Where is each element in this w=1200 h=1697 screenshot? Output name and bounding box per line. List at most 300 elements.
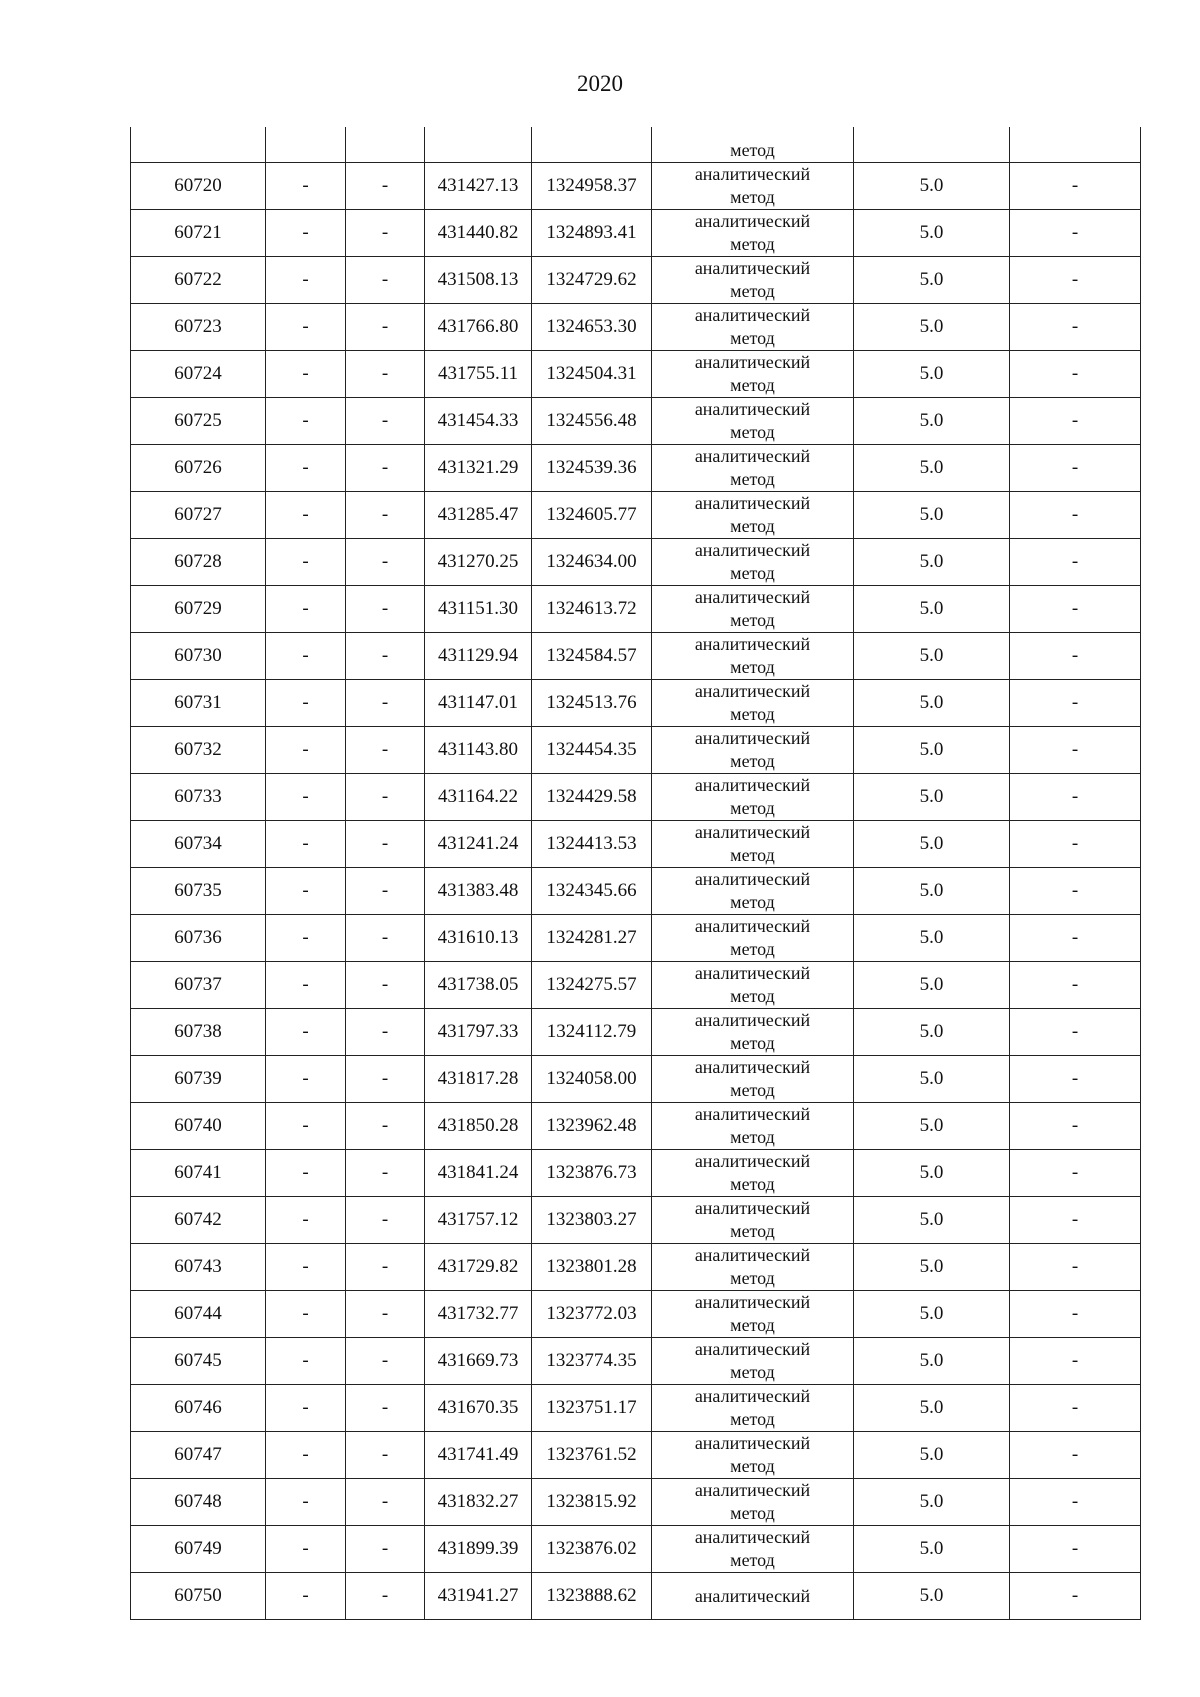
cell-method bbox=[652, 915, 854, 962]
cell-y: 1324112.79 bbox=[532, 1009, 652, 1056]
method-line-2: метод bbox=[730, 469, 775, 489]
method-line-2: метод bbox=[730, 422, 775, 442]
cell-y: 1323876.73 bbox=[532, 1150, 652, 1197]
cell-y: 1323803.27 bbox=[532, 1197, 652, 1244]
cell-accuracy: 5.0 bbox=[854, 915, 1010, 962]
cell-col3: - bbox=[346, 868, 425, 915]
cell-col2: - bbox=[266, 633, 346, 680]
cell-accuracy: 5.0 bbox=[854, 445, 1010, 492]
cell-col3: - bbox=[346, 492, 425, 539]
cell-col2: - bbox=[266, 492, 346, 539]
cell-x: 431729.82 bbox=[425, 1244, 532, 1291]
cell-id bbox=[131, 127, 266, 163]
cell-col2: - bbox=[266, 1573, 346, 1620]
cell-x: 431440.82 bbox=[425, 210, 532, 257]
cell-y: 1324584.57 bbox=[532, 633, 652, 680]
cell-col8: - bbox=[1010, 1009, 1141, 1056]
cell-accuracy: 5.0 bbox=[854, 1197, 1010, 1244]
cell-col2: - bbox=[266, 304, 346, 351]
cell-col2: - bbox=[266, 163, 346, 210]
method-line-2: метод bbox=[730, 1550, 775, 1570]
cell-method bbox=[652, 1244, 854, 1291]
method-line-1: аналитический bbox=[694, 1292, 811, 1312]
cell-col3: - bbox=[346, 163, 425, 210]
cell-col3: - bbox=[346, 351, 425, 398]
cell-y: 1324556.48 bbox=[532, 398, 652, 445]
cell-id: 60730 bbox=[131, 633, 266, 680]
cell-col2: - bbox=[266, 1479, 346, 1526]
cell-id: 60735 bbox=[131, 868, 266, 915]
cell-method bbox=[652, 1573, 854, 1620]
cell-method bbox=[652, 351, 854, 398]
method-line-2: метод bbox=[730, 1503, 775, 1523]
cell-y: 1324539.36 bbox=[532, 445, 652, 492]
cell-method bbox=[652, 1291, 854, 1338]
cell-id: 60746 bbox=[131, 1385, 266, 1432]
cell-accuracy: 5.0 bbox=[854, 1338, 1010, 1385]
cell-col8: - bbox=[1010, 445, 1141, 492]
cell-id: 60723 bbox=[131, 304, 266, 351]
method-line-2: метод bbox=[730, 939, 775, 959]
cell-col2: - bbox=[266, 1103, 346, 1150]
cell-y: 1324504.31 bbox=[532, 351, 652, 398]
cell-method bbox=[652, 257, 854, 304]
cell-accuracy: 5.0 bbox=[854, 351, 1010, 398]
cell-y: 1323876.02 bbox=[532, 1526, 652, 1573]
cell-accuracy: 5.0 bbox=[854, 1009, 1010, 1056]
method-line-1: аналитический bbox=[694, 587, 811, 607]
cell-y: 1324958.37 bbox=[532, 163, 652, 210]
cell-y: 1323761.52 bbox=[532, 1432, 652, 1479]
cell-col3: - bbox=[346, 398, 425, 445]
cell-id: 60741 bbox=[131, 1150, 266, 1197]
cell-col3: - bbox=[346, 1150, 425, 1197]
method-line-2: метод bbox=[730, 798, 775, 818]
cell-col3: - bbox=[346, 304, 425, 351]
cell-col3: - bbox=[346, 821, 425, 868]
table-row bbox=[131, 539, 1141, 586]
cell-col8: - bbox=[1010, 1056, 1141, 1103]
cell-accuracy: 5.0 bbox=[854, 257, 1010, 304]
cell-accuracy: 5.0 bbox=[854, 1526, 1010, 1573]
cell-accuracy: 5.0 bbox=[854, 727, 1010, 774]
cell-accuracy: 5.0 bbox=[854, 633, 1010, 680]
method-line-2: метод bbox=[730, 1315, 775, 1335]
cell-method bbox=[652, 1103, 854, 1150]
cell-y: 1324513.76 bbox=[532, 680, 652, 727]
cell-col8: - bbox=[1010, 304, 1141, 351]
cell-col8: - bbox=[1010, 727, 1141, 774]
cell-col3: - bbox=[346, 539, 425, 586]
method-line-1: аналитический bbox=[694, 869, 811, 889]
cell-col2: - bbox=[266, 445, 346, 492]
cell-col3: - bbox=[346, 1244, 425, 1291]
cell-x: 431850.28 bbox=[425, 1103, 532, 1150]
cell-x bbox=[425, 127, 532, 163]
cell-y: 1324345.66 bbox=[532, 868, 652, 915]
table-row bbox=[131, 1103, 1141, 1150]
cell-method bbox=[652, 1479, 854, 1526]
cell-x: 431241.24 bbox=[425, 821, 532, 868]
cell-col3: - bbox=[346, 1573, 425, 1620]
cell-x: 431841.24 bbox=[425, 1150, 532, 1197]
table-row bbox=[131, 1385, 1141, 1432]
method-line-2: метод bbox=[730, 610, 775, 630]
cell-id: 60742 bbox=[131, 1197, 266, 1244]
method-line-1: аналитический bbox=[694, 164, 811, 184]
cell-accuracy: 5.0 bbox=[854, 1479, 1010, 1526]
cell-col2: - bbox=[266, 1385, 346, 1432]
method-line-1: аналитический bbox=[694, 916, 811, 936]
cell-id: 60727 bbox=[131, 492, 266, 539]
cell-col8 bbox=[1010, 127, 1141, 163]
table-row bbox=[131, 1479, 1141, 1526]
cell-accuracy: 5.0 bbox=[854, 1150, 1010, 1197]
cell-id: 60729 bbox=[131, 586, 266, 633]
cell-y: 1323774.35 bbox=[532, 1338, 652, 1385]
cell-id: 60747 bbox=[131, 1432, 266, 1479]
cell-id: 60733 bbox=[131, 774, 266, 821]
table-row bbox=[131, 257, 1141, 304]
cell-col2: - bbox=[266, 868, 346, 915]
cell-col2: - bbox=[266, 1009, 346, 1056]
cell-col2: - bbox=[266, 1526, 346, 1573]
cell-method bbox=[652, 586, 854, 633]
method-line-1: аналитический bbox=[694, 493, 811, 513]
cell-col3 bbox=[346, 127, 425, 163]
method-line-1: аналитический bbox=[694, 305, 811, 325]
cell-x: 431143.80 bbox=[425, 727, 532, 774]
cell-y: 1324275.57 bbox=[532, 962, 652, 1009]
cell-col2: - bbox=[266, 1197, 346, 1244]
cell-method bbox=[652, 633, 854, 680]
cell-col3: - bbox=[346, 1103, 425, 1150]
cell-col8: - bbox=[1010, 1197, 1141, 1244]
cell-col3: - bbox=[346, 257, 425, 304]
cell-col3: - bbox=[346, 1197, 425, 1244]
method-line-2: метод bbox=[730, 845, 775, 865]
cell-id: 60743 bbox=[131, 1244, 266, 1291]
method-line-1: аналитический bbox=[694, 446, 811, 466]
cell-method bbox=[652, 163, 854, 210]
cell-id: 60739 bbox=[131, 1056, 266, 1103]
cell-col2: - bbox=[266, 915, 346, 962]
cell-id: 60744 bbox=[131, 1291, 266, 1338]
cell-col3: - bbox=[346, 727, 425, 774]
cell-col2: - bbox=[266, 1150, 346, 1197]
table-row bbox=[131, 1291, 1141, 1338]
cell-col3: - bbox=[346, 680, 425, 727]
method-line-1: аналитический bbox=[694, 258, 811, 278]
cell-id: 60737 bbox=[131, 962, 266, 1009]
cell-col8: - bbox=[1010, 633, 1141, 680]
cell-accuracy: 5.0 bbox=[854, 163, 1010, 210]
table-row bbox=[131, 962, 1141, 1009]
cell-x: 431610.13 bbox=[425, 915, 532, 962]
cell-col8: - bbox=[1010, 868, 1141, 915]
cell-accuracy: 5.0 bbox=[854, 210, 1010, 257]
table-row bbox=[131, 1526, 1141, 1573]
cell-id: 60728 bbox=[131, 539, 266, 586]
method-line-1: аналитический bbox=[694, 211, 811, 231]
cell-col8: - bbox=[1010, 1150, 1141, 1197]
method-line-2: метод bbox=[730, 563, 775, 583]
cell-method bbox=[652, 210, 854, 257]
method-line-1: аналитический bbox=[694, 1151, 811, 1171]
cell-x: 431164.22 bbox=[425, 774, 532, 821]
cell-col8: - bbox=[1010, 1573, 1141, 1620]
cell-accuracy bbox=[854, 127, 1010, 163]
cell-col2: - bbox=[266, 1432, 346, 1479]
method-line-1: аналитический bbox=[694, 399, 811, 419]
cell-method bbox=[652, 962, 854, 1009]
cell-col2: - bbox=[266, 210, 346, 257]
method-line-2: метод bbox=[730, 1221, 775, 1241]
cell-col8: - bbox=[1010, 680, 1141, 727]
cell-col2: - bbox=[266, 351, 346, 398]
cell-id: 60750 bbox=[131, 1573, 266, 1620]
method-line-1: аналитический bbox=[694, 1585, 811, 1606]
method-line-1: аналитический bbox=[694, 1010, 811, 1030]
cell-method bbox=[652, 774, 854, 821]
cell-col8: - bbox=[1010, 774, 1141, 821]
cell-x: 431383.48 bbox=[425, 868, 532, 915]
cell-col8: - bbox=[1010, 1291, 1141, 1338]
cell-accuracy: 5.0 bbox=[854, 492, 1010, 539]
method-line-2: метод bbox=[730, 751, 775, 771]
table-row bbox=[131, 1197, 1141, 1244]
method-line-2: метод bbox=[730, 375, 775, 395]
cell-id: 60736 bbox=[131, 915, 266, 962]
table-row bbox=[131, 163, 1141, 210]
method-line-2: метод bbox=[730, 1080, 775, 1100]
table-row bbox=[131, 774, 1141, 821]
cell-id: 60720 bbox=[131, 163, 266, 210]
cell-y: 1324429.58 bbox=[532, 774, 652, 821]
method-line-2: метод bbox=[730, 1033, 775, 1053]
method-line-2: метод bbox=[730, 986, 775, 1006]
cell-col3: - bbox=[346, 1385, 425, 1432]
method-line-1: аналитический bbox=[694, 1433, 811, 1453]
cell-y: 1323888.62 bbox=[532, 1573, 652, 1620]
coordinates-table bbox=[130, 127, 1141, 1620]
cell-y: 1324281.27 bbox=[532, 915, 652, 962]
table-row bbox=[131, 351, 1141, 398]
cell-col8: - bbox=[1010, 821, 1141, 868]
cell-y: 1323751.17 bbox=[532, 1385, 652, 1432]
cell-col2: - bbox=[266, 1244, 346, 1291]
cell-method bbox=[652, 1385, 854, 1432]
method-line-2: метод bbox=[730, 516, 775, 536]
table-row bbox=[131, 492, 1141, 539]
cell-id: 60738 bbox=[131, 1009, 266, 1056]
cell-col3: - bbox=[346, 1291, 425, 1338]
table-row bbox=[131, 633, 1141, 680]
method-line-1: аналитический bbox=[694, 681, 811, 701]
cell-col3: - bbox=[346, 633, 425, 680]
cell-col8: - bbox=[1010, 1432, 1141, 1479]
cell-method bbox=[652, 304, 854, 351]
cell-x: 431321.29 bbox=[425, 445, 532, 492]
cell-accuracy: 5.0 bbox=[854, 1385, 1010, 1432]
cell-y: 1324605.77 bbox=[532, 492, 652, 539]
table-body bbox=[131, 127, 1141, 1620]
method-line-2: метод bbox=[730, 234, 775, 254]
cell-y: 1324729.62 bbox=[532, 257, 652, 304]
cell-col3: - bbox=[346, 1432, 425, 1479]
cell-x: 431941.27 bbox=[425, 1573, 532, 1620]
cell-x: 431832.27 bbox=[425, 1479, 532, 1526]
cell-x: 431741.49 bbox=[425, 1432, 532, 1479]
method-line-1: аналитический bbox=[694, 1057, 811, 1077]
cell-x: 431454.33 bbox=[425, 398, 532, 445]
cell-col3: - bbox=[346, 915, 425, 962]
continuation-row bbox=[131, 127, 1141, 163]
cell-x: 431129.94 bbox=[425, 633, 532, 680]
cell-col8: - bbox=[1010, 163, 1141, 210]
cell-accuracy: 5.0 bbox=[854, 1103, 1010, 1150]
method-line-1: аналитический bbox=[694, 963, 811, 983]
method-line-1: аналитический bbox=[694, 1480, 811, 1500]
cell-col3: - bbox=[346, 586, 425, 633]
cell-col8: - bbox=[1010, 1479, 1141, 1526]
cell-col2: - bbox=[266, 539, 346, 586]
cell-col8: - bbox=[1010, 1244, 1141, 1291]
cell-col8: - bbox=[1010, 1338, 1141, 1385]
cell-accuracy: 5.0 bbox=[854, 868, 1010, 915]
method-line-1: аналитический bbox=[694, 540, 811, 560]
cell-x: 431797.33 bbox=[425, 1009, 532, 1056]
cell-col8: - bbox=[1010, 1103, 1141, 1150]
cell-x: 431755.11 bbox=[425, 351, 532, 398]
table-row bbox=[131, 398, 1141, 445]
cell-method bbox=[652, 445, 854, 492]
cell-accuracy: 5.0 bbox=[854, 398, 1010, 445]
cell-col2: - bbox=[266, 1338, 346, 1385]
cell-col8: - bbox=[1010, 962, 1141, 1009]
cell-id: 60722 bbox=[131, 257, 266, 304]
table-row bbox=[131, 821, 1141, 868]
method-line-2: метод bbox=[730, 1127, 775, 1147]
cell-col8: - bbox=[1010, 210, 1141, 257]
cell-col3: - bbox=[346, 210, 425, 257]
method-line-1: аналитический bbox=[694, 634, 811, 654]
method-line-2: метод bbox=[730, 1362, 775, 1382]
cell-col2 bbox=[266, 127, 346, 163]
cell-method: метод bbox=[652, 127, 854, 163]
table-row bbox=[131, 445, 1141, 492]
method-line-2: метод bbox=[730, 328, 775, 348]
cell-col3: - bbox=[346, 1479, 425, 1526]
cell-accuracy: 5.0 bbox=[854, 1573, 1010, 1620]
method-line-1: аналитический bbox=[694, 1198, 811, 1218]
cell-id: 60734 bbox=[131, 821, 266, 868]
cell-col8: - bbox=[1010, 539, 1141, 586]
cell-col3: - bbox=[346, 774, 425, 821]
cell-accuracy: 5.0 bbox=[854, 586, 1010, 633]
cell-col3: - bbox=[346, 1056, 425, 1103]
cell-col8: - bbox=[1010, 915, 1141, 962]
cell-x: 431766.80 bbox=[425, 304, 532, 351]
table-row bbox=[131, 1056, 1141, 1103]
cell-x: 431899.39 bbox=[425, 1526, 532, 1573]
cell-y: 1324413.53 bbox=[532, 821, 652, 868]
method-line-1: аналитический bbox=[694, 1245, 811, 1265]
cell-x: 431427.13 bbox=[425, 163, 532, 210]
cell-x: 431147.01 bbox=[425, 680, 532, 727]
table-row bbox=[131, 680, 1141, 727]
cell-method bbox=[652, 821, 854, 868]
cell-col8: - bbox=[1010, 351, 1141, 398]
table-row bbox=[131, 727, 1141, 774]
cell-col3: - bbox=[346, 1526, 425, 1573]
cell-accuracy: 5.0 bbox=[854, 680, 1010, 727]
table-row bbox=[131, 1244, 1141, 1291]
method-line-1: аналитический bbox=[694, 1104, 811, 1124]
cell-method bbox=[652, 1150, 854, 1197]
table-row bbox=[131, 304, 1141, 351]
cell-y: 1324634.00 bbox=[532, 539, 652, 586]
cell-y: 1323801.28 bbox=[532, 1244, 652, 1291]
method-line-2: метод bbox=[730, 187, 775, 207]
cell-method bbox=[652, 1056, 854, 1103]
method-line-2: метод bbox=[730, 1174, 775, 1194]
cell-col3: - bbox=[346, 1009, 425, 1056]
method-line-1: аналитический bbox=[694, 352, 811, 372]
cell-col2: - bbox=[266, 1291, 346, 1338]
cell-accuracy: 5.0 bbox=[854, 1432, 1010, 1479]
cell-method bbox=[652, 1526, 854, 1573]
cell-x: 431738.05 bbox=[425, 962, 532, 1009]
table-row bbox=[131, 586, 1141, 633]
cell-col2: - bbox=[266, 398, 346, 445]
cell-id: 60724 bbox=[131, 351, 266, 398]
cell-col8: - bbox=[1010, 1526, 1141, 1573]
cell-x: 431817.28 bbox=[425, 1056, 532, 1103]
cell-y bbox=[532, 127, 652, 163]
table-row bbox=[131, 1338, 1141, 1385]
cell-col2: - bbox=[266, 727, 346, 774]
cell-method bbox=[652, 727, 854, 774]
cell-col2: - bbox=[266, 962, 346, 1009]
cell-col8: - bbox=[1010, 586, 1141, 633]
cell-id: 60731 bbox=[131, 680, 266, 727]
cell-x: 431285.47 bbox=[425, 492, 532, 539]
cell-col3: - bbox=[346, 1338, 425, 1385]
cell-method bbox=[652, 1009, 854, 1056]
cell-col2: - bbox=[266, 586, 346, 633]
method-line-1: аналитический bbox=[694, 775, 811, 795]
cell-id: 60726 bbox=[131, 445, 266, 492]
method-line-2: метод bbox=[730, 1409, 775, 1429]
cell-col3: - bbox=[346, 962, 425, 1009]
table-row bbox=[131, 210, 1141, 257]
cell-y: 1324613.72 bbox=[532, 586, 652, 633]
cell-col8: - bbox=[1010, 398, 1141, 445]
cell-x: 431669.73 bbox=[425, 1338, 532, 1385]
cell-accuracy: 5.0 bbox=[854, 304, 1010, 351]
cell-col2: - bbox=[266, 821, 346, 868]
cell-accuracy: 5.0 bbox=[854, 962, 1010, 1009]
cell-accuracy: 5.0 bbox=[854, 821, 1010, 868]
method-line-2: метод bbox=[730, 704, 775, 724]
cell-id: 60745 bbox=[131, 1338, 266, 1385]
cell-x: 431508.13 bbox=[425, 257, 532, 304]
cell-y: 1323962.48 bbox=[532, 1103, 652, 1150]
cell-col8: - bbox=[1010, 257, 1141, 304]
cell-x: 431270.25 bbox=[425, 539, 532, 586]
table-row bbox=[131, 1009, 1141, 1056]
